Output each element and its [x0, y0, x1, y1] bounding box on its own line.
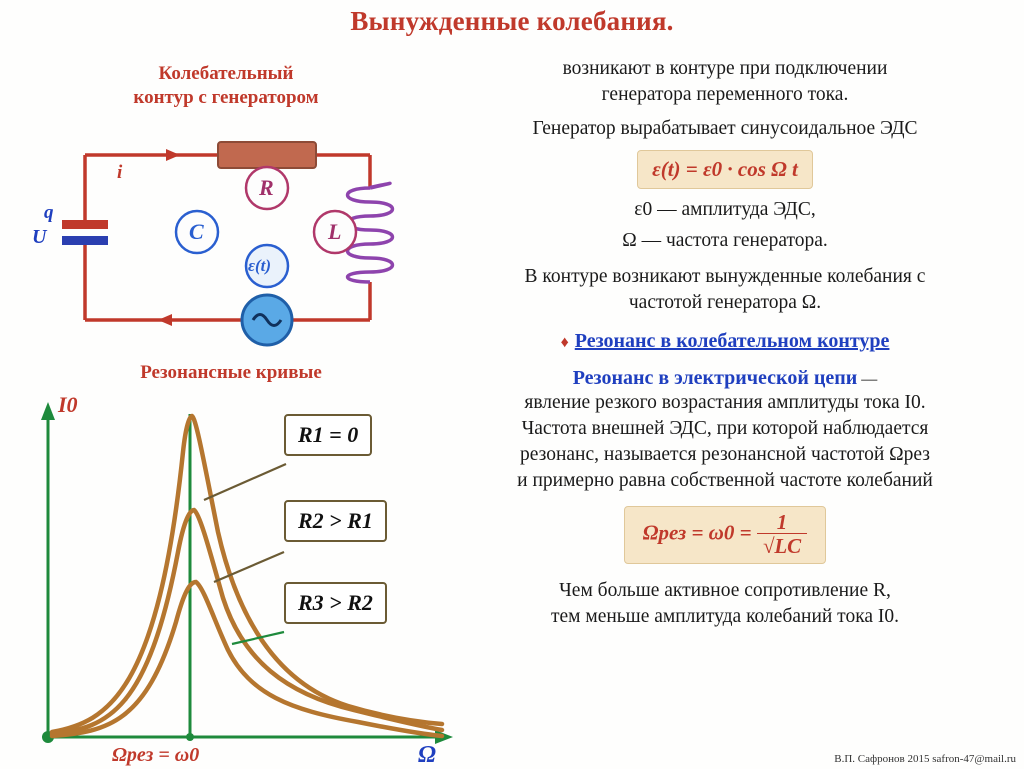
formula-resonance-fraction [757, 511, 807, 558]
callout-r2: R2 > R1 [284, 500, 387, 542]
formula-resonance [624, 506, 826, 563]
resonance-dash: — [861, 370, 878, 388]
curve-group [52, 416, 442, 736]
resistor-block [218, 142, 316, 168]
def-frequency: Ω — частота генератора. [622, 229, 828, 251]
formula-emf-wrap [432, 150, 1018, 189]
generator-line: Генератор вырабатывает синусоидальное ЭДС [532, 118, 918, 140]
capacitor-plate-bottom [62, 236, 108, 245]
formula-resonance-numerator: 1 [757, 511, 807, 534]
label-emf: ε(t) [248, 256, 272, 275]
resonance-heading-row [432, 367, 1018, 390]
conclusion-line1: Чем больше активное сопротивление R, [559, 579, 891, 601]
resonance-plot [18, 392, 458, 768]
right-column [432, 56, 1018, 756]
intro-line1: возникают в контуре при подключении [562, 58, 888, 79]
label-inductor: L [328, 219, 342, 244]
section-heading-row [432, 330, 1018, 353]
callout-r3: R3 > R2 [284, 582, 387, 624]
y-axis-label: I0 [58, 392, 78, 417]
resonance-tick-label: Ωрез = ω0 [112, 744, 200, 766]
author-credit: В.П. Сафронов 2015 safron-47@mail.ru [834, 753, 1016, 765]
circuit-svg [40, 120, 440, 350]
resonance-line4: и примерно равна собственной частоте колебаний [517, 470, 933, 492]
y-axis-arrow [41, 402, 55, 420]
resonance-heading: Резонанс в электрической цепи [572, 366, 858, 389]
circuit-diagram [32, 120, 440, 350]
x-axis-label: Ω [418, 742, 436, 768]
formula-resonance-wrap [432, 506, 1018, 563]
label-current: i [117, 162, 123, 183]
section-heading: Резонанс в колебательном контуре [574, 329, 890, 352]
label-resistor: R [259, 175, 274, 200]
circuit-heading [76, 62, 376, 110]
formula-resonance-denominator: √LC [762, 534, 802, 559]
resonance-line3: резонанс, называется резонансной частотой Ωрез [519, 444, 931, 466]
page-title: Вынужденные колебания. [350, 6, 674, 36]
circuit-heading-line2: контур с генератором [133, 86, 319, 108]
curve-r1 [52, 416, 442, 732]
resonance-line2: Частота внешней ЭДС, при которой наблюдается [521, 418, 929, 439]
label-capacitor: C [189, 219, 204, 244]
formula-resonance-left: Ωрез = ω0 = [642, 520, 752, 545]
current-arrow-top [166, 149, 180, 161]
curves-heading: Резонансные кривые [140, 362, 322, 383]
diamond-bullet-icon: ♦ [560, 333, 569, 351]
forced-line2: частотой генератора Ω. [628, 291, 822, 313]
intro-line2: генератора переменного тока. [601, 84, 849, 106]
formula-emf: ε(t) = ε0 · cos Ω t [637, 150, 813, 189]
resonance-point [186, 733, 194, 741]
callout-r1: R1 = 0 [284, 414, 372, 456]
label-voltage: U [32, 226, 47, 248]
resonance-plot-svg [18, 392, 458, 762]
resonance-line1: явление резкого возрастания амплитуды тока I0. [524, 391, 926, 413]
circuit-heading-line1: Колебательный [158, 63, 294, 84]
conclusion-line2: тем меньше амплитуда колебаний тока I0. [550, 605, 900, 627]
def-amplitude: ε0 — амплитуда ЭДС, [634, 199, 816, 221]
label-charge: q [44, 202, 54, 223]
capacitor-plate-top [62, 220, 108, 229]
forced-line1: В контуре возникают вынужденные колебания с [524, 265, 926, 287]
current-arrow-bottom [158, 314, 172, 326]
